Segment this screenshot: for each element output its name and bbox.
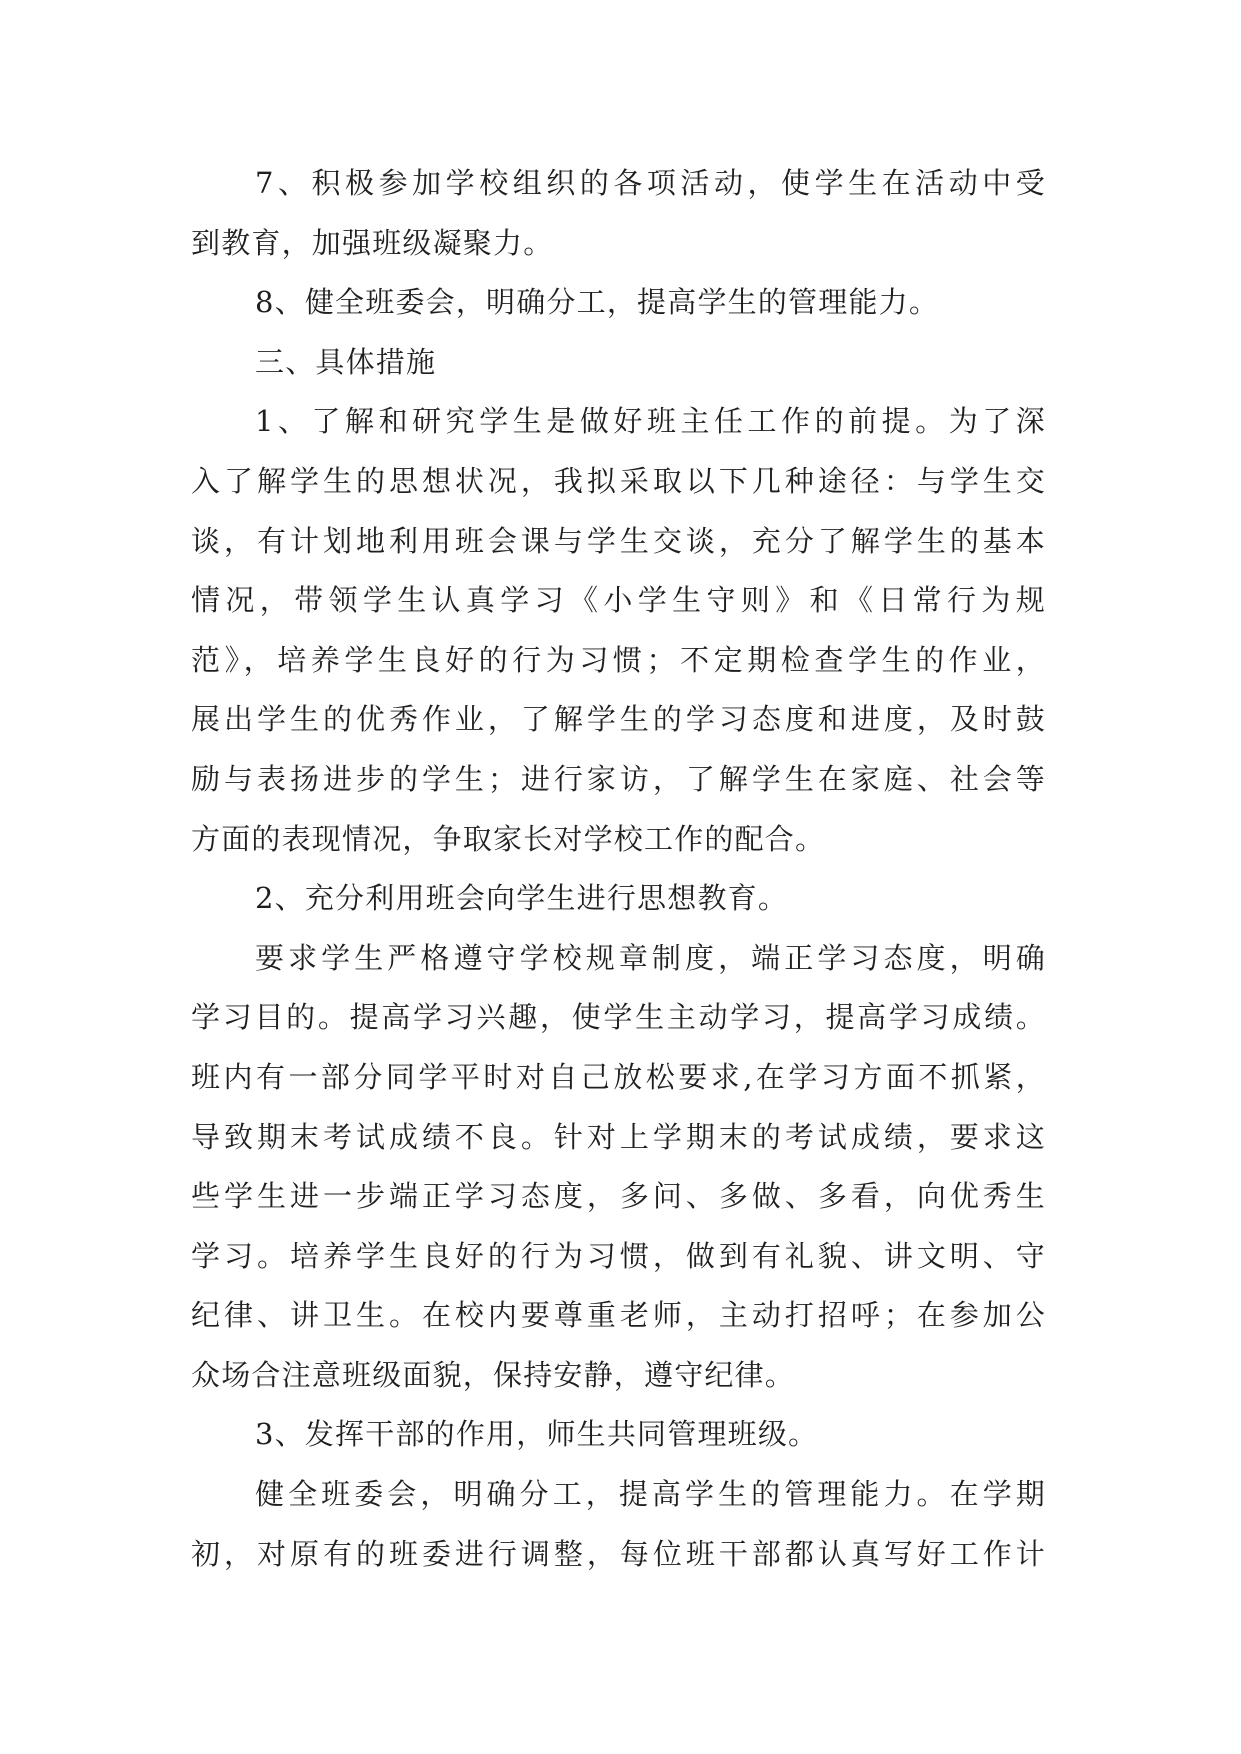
text-line: 情况，带领学生认真学习《小学生守则》和《日常行为规 <box>191 583 1046 618</box>
document-body <box>191 154 1046 1584</box>
text-line: 纪律、讲卫生。在校内要尊重老师，主动打招呼；在参加公 <box>191 1298 1046 1333</box>
text-line: 班内有一部分同学平时对自己放松要求,在学习方面不抓紧， <box>191 1059 1046 1094</box>
text-line: 要求学生严格遵守学校规章制度，端正学习态度，明确 <box>255 940 1046 975</box>
text-line: 入了解学生的思想状况，我拟采取以下几种途径：与学生交 <box>191 463 1046 498</box>
text-line: 展出学生的优秀作业，了解学生的学习态度和进度，及时鼓 <box>191 702 1046 737</box>
text-line: 学习目的。提高学习兴趣，使学生主动学习，提高学习成绩。 <box>191 1000 1046 1035</box>
text-line: 范》，培养学生良好的行为习惯；不定期检查学生的作业， <box>191 642 1046 677</box>
text-line: 8、健全班委会，明确分工，提高学生的管理能力。 <box>255 285 940 320</box>
text-line: 谈，有计划地利用班会课与学生交谈，充分了解学生的基本 <box>191 523 1046 558</box>
text-line: 导致期末考试成绩不良。针对上学期末的考试成绩，要求这 <box>191 1119 1046 1154</box>
text-line: 众场合注意班级面貌，保持安静，遵守纪律。 <box>191 1357 796 1392</box>
text-line: 些学生进一步端正学习态度，多问、多做、多看，向优秀生 <box>191 1179 1046 1214</box>
text-line: 到教育，加强班级凝聚力。 <box>191 225 554 260</box>
text-line: 方面的表现情况，争取家长对学校工作的配合。 <box>191 821 826 856</box>
text-line: 1、了解和研究学生是做好班主任工作的前提。为了深 <box>255 404 1046 439</box>
text-line: 7、积极参加学校组织的各项活动，使学生在活动中受 <box>255 166 1046 200</box>
text-line: 励与表扬进步的学生；进行家访，了解学生在家庭、社会等 <box>191 761 1046 796</box>
text-line: 三、具体措施 <box>255 344 437 379</box>
text-line: 健全班委会，明确分工，提高学生的管理能力。在学期 <box>255 1477 1046 1512</box>
text-line: 2、充分利用班会向学生进行思想教育。 <box>255 881 789 916</box>
text-line: 3、发挥干部的作用，师生共同管理班级。 <box>255 1417 819 1452</box>
text-line: 初，对原有的班委进行调整，每位班干部都认真写好工作计 <box>191 1536 1046 1571</box>
text-line: 学习。培养学生良好的行为习惯，做到有礼貌、讲文明、守 <box>191 1238 1046 1273</box>
